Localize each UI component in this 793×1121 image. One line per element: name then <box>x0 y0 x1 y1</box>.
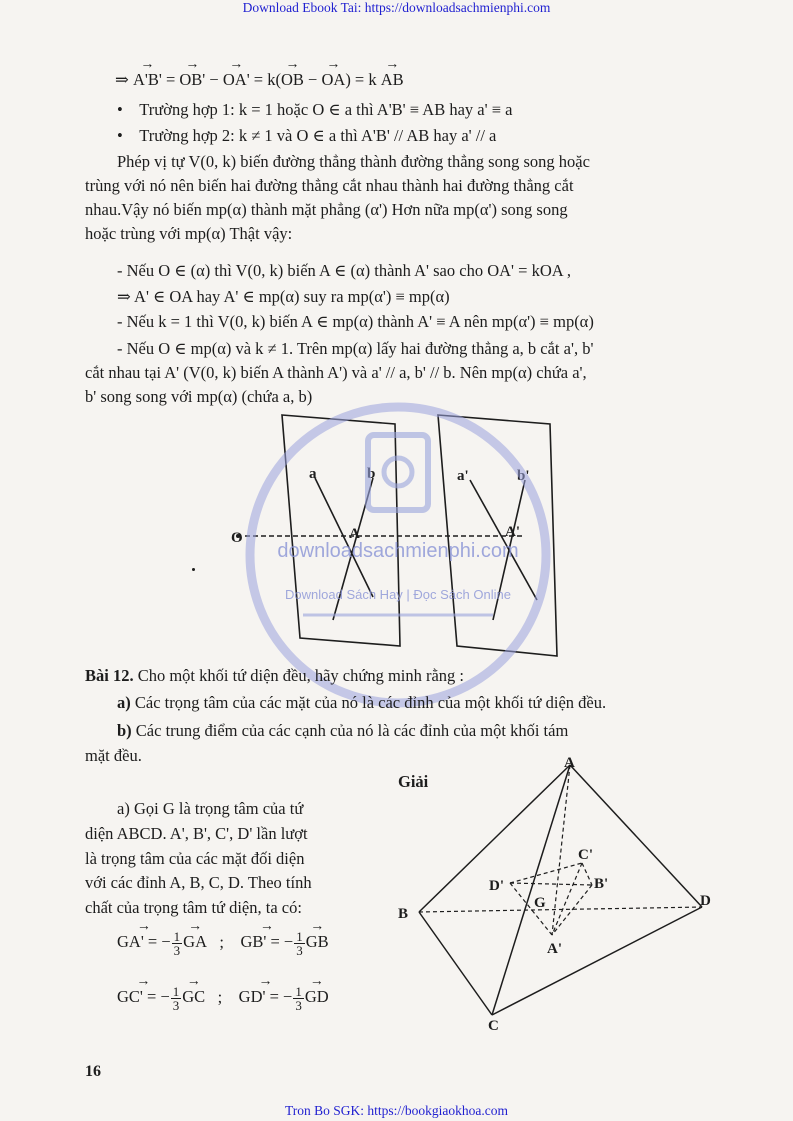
label-a: a <box>309 466 317 482</box>
item-2: - Nếu k = 1 thì V(0, k) biến A ∈ mp(α) thành A' ≡ A nên mp(α') ≡ mp(α) <box>117 312 594 331</box>
tetrahedron-figure <box>392 755 722 1030</box>
para-line-3: nhau.Vậy nó biến mp(α) thành mặt phẳng (α') Hơn nữa mp(α') song song <box>85 200 568 219</box>
solution-line-3: là trọng tâm của các mặt đối diện <box>85 849 305 868</box>
item-1b: ⇒ A' ∈ OA hay A' ∈ mp(α) suy ra mp(α') ≡ mp(α) <box>117 287 450 306</box>
exercise-title: Bài 12. Cho một khối tứ diện đều, hãy chứng minh rằng : <box>85 666 465 685</box>
para-line-4: hoặc trùng với mp(α) Thật vậy: <box>85 224 293 243</box>
solution-line-4: với các đỉnh A, B, C, D. Theo tính <box>85 873 312 892</box>
para-line-1: Phép vị tự V(0, k) biến đường thẳng thành đường thẳng song song hoặc <box>117 152 590 171</box>
watermark-site: downloadsachmienphi.com <box>277 540 519 562</box>
label-C-prime: C' <box>578 847 593 863</box>
watermark-tagline: Download Sách Hay | Đọc Sách Online <box>285 587 511 602</box>
exercise-part-b-1: b) Các trung điểm của các cạnh của nó là các đỉnh của một khối tám <box>117 721 569 740</box>
solution-line-2: diện ABCD. A', B', C', D' lần lượt <box>85 824 308 843</box>
item-3-line-1: - Nếu O ∈ mp(α) và k ≠ 1. Trên mp(α) lấy hai đường thẳng a, b cắt a', b' <box>117 339 594 358</box>
edge-D-prime-B-prime <box>510 883 592 885</box>
edge-AD <box>570 765 702 907</box>
label-B-prime: B' <box>594 876 609 892</box>
edge-D-prime-C-prime <box>510 863 582 883</box>
label-O: O <box>231 530 243 546</box>
label-vertex-A: A <box>564 755 575 771</box>
page-number: 16 <box>85 1063 101 1080</box>
edge-B-prime-A-prime <box>552 885 592 935</box>
stray-dot <box>192 568 195 571</box>
edge-BD-hidden <box>419 907 702 912</box>
para-line-2: trùng với nó nên biến hai đường thẳng cắt nhau thành hai đường thẳng cắt <box>85 176 574 195</box>
planes-figure <box>225 410 585 660</box>
edge-C-prime-B-prime <box>582 863 592 885</box>
label-vertex-D: D <box>700 893 711 909</box>
edge-BC <box>419 912 492 1015</box>
label-D-prime: D' <box>489 878 504 894</box>
exercise-part-b-2: mặt đều. <box>85 746 142 765</box>
label-vertex-C: C <box>488 1018 499 1030</box>
label-A-prime: A' <box>505 524 520 540</box>
label-vertex-B: B <box>398 906 409 922</box>
solution-heading: Giải <box>398 772 429 791</box>
vector-equation: ⇒ → A'B' = → OB' − → OA' = k(→ OB − → OA) = k → AB <box>115 68 404 92</box>
header-download-link[interactable]: Download Ebook Tai: https://downloadsachmienphi.com <box>242 0 551 15</box>
item-3-line-2: cắt nhau tại A' (V(0, k) biến A thành A') và a' // a, b' // b. Nên mp(α) chứa a', <box>85 363 587 382</box>
item-3-line-3: b' song song với mp(α) (chứa a, b) <box>85 387 313 406</box>
item-1: - Nếu O ∈ (α) thì V(0, k) biến A ∈ (α) thành A' sao cho OA' = kOA , <box>117 261 571 280</box>
edge-C-prime-A-prime <box>552 863 582 935</box>
formula-row-2: → GC' = − $\frac{1}{3}$ → GC ; → GD' = − $\frac{1}{3}$ → GD <box>117 985 329 1012</box>
label-A: A <box>349 526 360 542</box>
footer-link[interactable]: Tron Bo SGK: https://bookgiaokhoa.com <box>284 1103 508 1118</box>
case-1: • Trường hợp 1: k = 1 hoặc O ∈ a thì A'B' ≡ AB hay a' ≡ a <box>117 100 513 119</box>
solution-line-5: chất của trọng tâm tứ diện, ta có: <box>85 898 302 917</box>
label-a-prime: a' <box>457 468 469 484</box>
formula-row-1: → GA' = − $\frac{1}{3}$ → GA ; → GB' = − $\frac{1}{3}$ → GB <box>117 930 329 957</box>
solution-line-1: a) Gọi G là trọng tâm của tứ <box>117 799 304 818</box>
label-centroid-G: G <box>534 895 546 911</box>
label-b-prime: b' <box>517 468 530 484</box>
exercise-part-a: a) Các trọng tâm của các mặt của nó là các đỉnh của một khối tứ diện đều. <box>117 693 607 712</box>
case-2: • Trường hợp 2: k ≠ 1 và O ∈ a thì A'B' // AB hay a' // a <box>117 126 497 145</box>
label-b: b <box>367 466 376 482</box>
label-A-prime: A' <box>547 941 562 957</box>
edge-CD <box>492 907 702 1015</box>
